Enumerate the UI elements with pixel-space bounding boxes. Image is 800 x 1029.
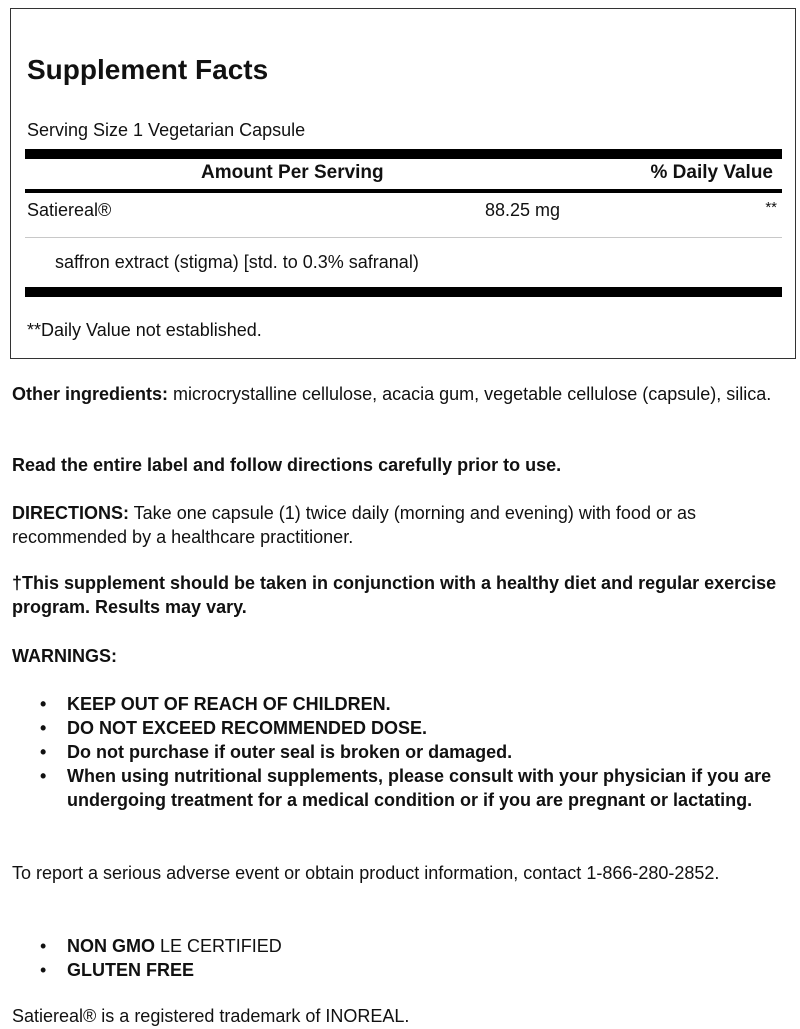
bullet-icon: • [40, 742, 47, 762]
warning-text: Do not purchase if outer seal is broken or damaged. [67, 742, 513, 762]
daily-value-footnote: **Daily Value not established. [27, 320, 262, 340]
header-amount-per-serving: Amount Per Serving [201, 162, 384, 183]
certification-item [12, 958, 792, 982]
other-ingredients-label: Other ingredients: [12, 384, 169, 404]
bullet-icon: • [40, 718, 47, 738]
header-daily-value: % Daily Value [650, 162, 773, 183]
thick-divider-top [25, 149, 782, 159]
certification-item [12, 934, 792, 958]
thin-divider [25, 237, 782, 238]
trademark-notice: Satiereal® is a registered trademark of INOREAL. [12, 1006, 410, 1026]
warnings-list [12, 692, 792, 812]
read-label-note: Read the entire label and follow directions carefully prior to use. [12, 455, 562, 475]
other-ingredients [12, 382, 792, 406]
warnings-heading: WARNINGS: [12, 646, 117, 666]
bullet-icon: • [40, 766, 47, 786]
warning-text: When using nutritional supplements, please consult with your physician if you are undergoing treatment for a medical condition or if you are pregnant or lactating. [67, 766, 772, 810]
dagger-note: †This supplement should be taken in conjunction with a healthy diet and regular exercise program. Results may vary. [12, 573, 777, 617]
directions [12, 501, 792, 549]
ingredient-daily-value: ** [765, 199, 777, 216]
warning-item [12, 716, 792, 740]
serving-size: Serving Size 1 Vegetarian Capsule [27, 120, 306, 140]
ingredient-subtext: saffron extract (stigma) [std. to 0.3% safranal) [55, 252, 419, 272]
supplement-facts-panel [10, 8, 796, 359]
ingredient-name: Satiereal® [27, 200, 112, 220]
medium-divider [25, 189, 782, 193]
ingredient-amount: 88.25 mg [485, 200, 561, 220]
adverse-event-report: To report a serious adverse event or obtain product information, contact 1-866-280-2852. [12, 863, 720, 883]
warning-text: KEEP OUT OF REACH OF CHILDREN. [67, 694, 391, 714]
certification-bold: NON GMO [67, 936, 155, 956]
bullet-icon: • [40, 960, 47, 980]
facts-title: Supplement Facts [27, 54, 269, 85]
warning-item [12, 692, 792, 716]
directions-label: DIRECTIONS: [12, 503, 129, 523]
bullet-icon: • [40, 694, 47, 714]
certification-bold: GLUTEN FREE [67, 960, 195, 980]
other-ingredients-text: microcrystalline cellulose, acacia gum, vegetable cellulose (capsule), silica. [168, 384, 772, 404]
thick-divider-bottom [25, 287, 782, 297]
warning-item [12, 764, 792, 812]
certifications-list [12, 934, 792, 982]
warning-item [12, 740, 792, 764]
directions-text: Take one capsule (1) twice daily (morning and evening) with food or as recommended by a healthcare practitioner. [12, 503, 696, 547]
certification-rest: LE CERTIFIED [155, 936, 282, 956]
bullet-icon: • [40, 936, 47, 956]
warning-text: DO NOT EXCEED RECOMMENDED DOSE. [67, 718, 428, 738]
